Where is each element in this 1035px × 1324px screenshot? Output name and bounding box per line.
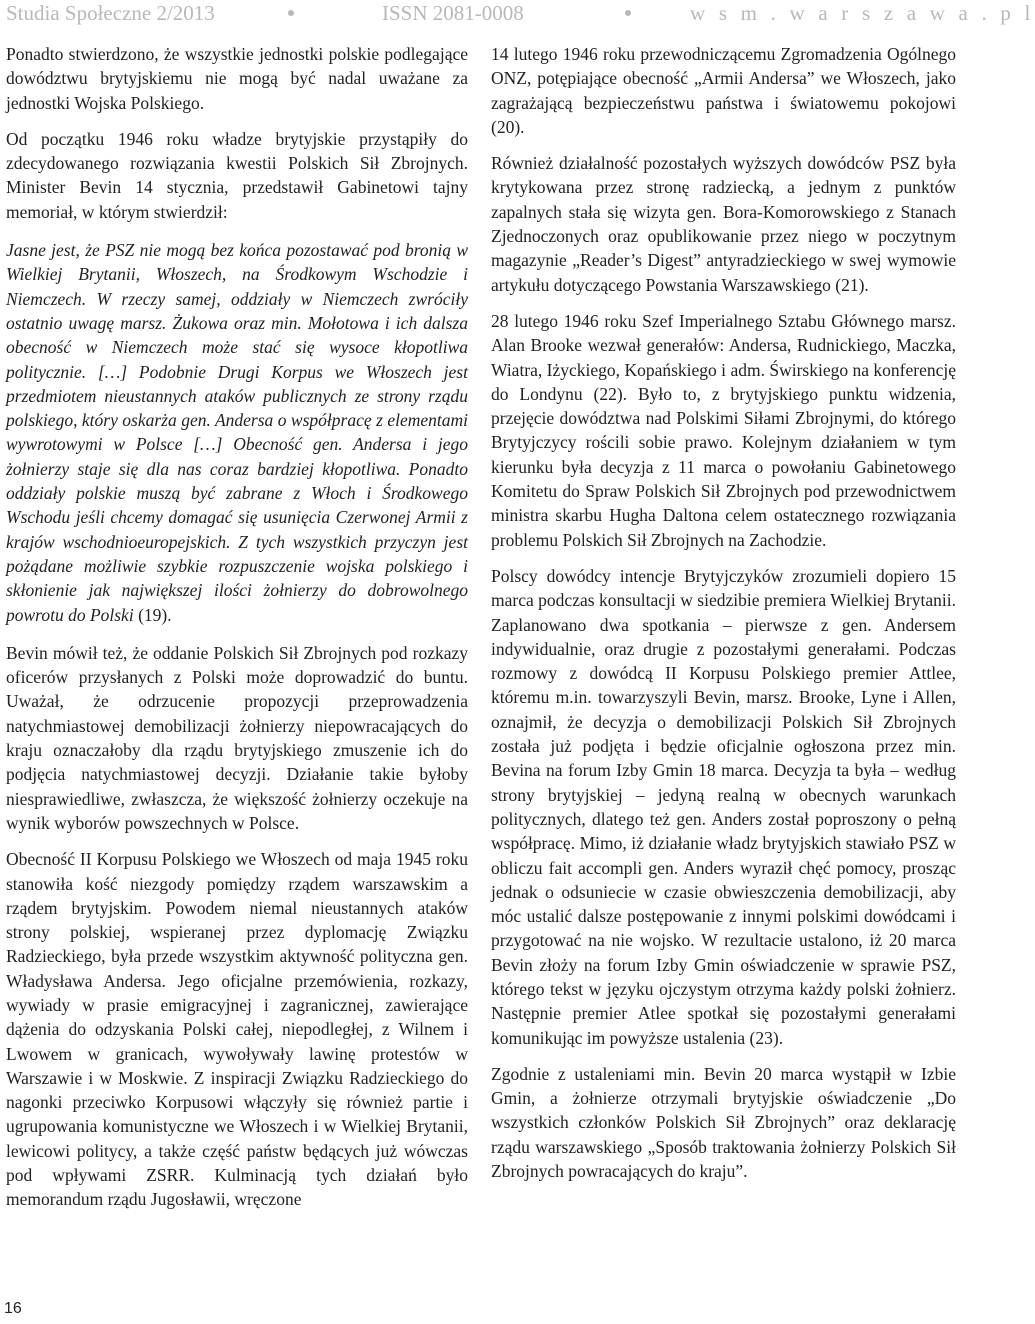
paragraph: Polscy dowódcy intencje Brytyjczyków zrozumieli dopiero 15 marca podczas konsultacji w siedzibie premiera Wielkiej Brytanii. Zaplanowano dwa spotkania – pierwsze z gen. Andersem indywidualnie, oraz drugie z pozostałymi generałami. Podczas rozmowy z dowódcą II Korpusu Polskiego premier Attlee, któremu m.in. towarzyszyli Bevin, marsz. Brooke, Lyne i Allen, oznajmił, że decyzja o demobilizacji Polskich Sił Zbrojnych została już podjęta i będzie oficjalnie ogłoszona przez min. Bevina na forum Izby Gmin 18 marca. Decyzja ta była – według strony brytyjskiej – jedyną realną w obecnych warunkach politycznych, dlatego też gen. Anders został poproszony o pełną współpracę. Mimo, iż działanie władz brytyjskich stawiało PSZ w obliczu fait accompli gen. Anders wyraził chęć pomocy, prosząc jednak o odsuniecie w czasie obwieszczenia demobilizacji, aby móc ustalić dalsze postępowanie z innymi polskimi dowódcami i przygotować na nie wojsko. W rezultacie ustalono, iż 20 marca Bevin złoży na forum Izby Gmin oświadczenie w sprawie PSZ, którego tekst w języku ojczystym otrzyma każdy polski żołnierz. Następnie premier Atlee spotkał się pozostałymi generałami komunikując im powyższe ustalenia (23). — [491, 565, 956, 1048]
page-number: 16 — [4, 1300, 22, 1317]
paragraph: Ponadto stwierdzono, że wszystkie jednostki polskie podlegające dowództwu brytyjskiemu nie mogą być nadal uważane za jednostki Wojska Polskiego. — [6, 44, 468, 113]
bullet-separator-icon — [288, 10, 294, 16]
paragraph: Zgodnie z ustaleniami min. Bevin 20 marca wystąpił w Izbie Gmin, a żołnierze otrzymali brytyjskie oświadczenie „Do wszystkich członków Polskich Sił Zbrojnych” oraz deklarację rządu warszawskiego „Sposób traktowania żołnierzy Polskich Sił Zbrojnych powracających do kraju”. — [491, 1063, 956, 1182]
paragraph: Od początku 1946 roku władze brytyjskie przystąpiły do zdecydowanego rozwiązania kwestii Polskich Sił Zbrojnych. Minister Bevin 14 stycznia, przedstawił Gabinetowi tajny memoriał, w którym stwierdził: — [6, 128, 468, 222]
block-quote — [6, 238, 468, 627]
bullet-separator-icon — [625, 10, 631, 16]
right-column — [491, 42, 956, 1195]
left-column — [6, 42, 468, 1224]
running-header — [0, 0, 1035, 30]
paragraph: Bevin mówił też, że oddanie Polskich Sił Zbrojnych pod rozkazy oficerów przysłanych z Polski może doprowadzić do buntu. Uważał, że odrzucenie propozycji przeprowadzenia natychmiastowej demobilizacji żołnierzy niepowracających do kraju oznaczałoby dla rządu brytyjskiego zmuszenie ich do podjęcia natychmiastowej decyzji. Działanie takie byłoby niesprawiedliwe, zwłaszcza, że większość żołnierzy oczekuje na wynik wyborów powszechnych w Polsce. — [6, 642, 468, 833]
issn-label: ISSN 2081-0008 — [382, 1, 524, 25]
paragraph: 28 lutego 1946 roku Szef Imperialnego Sztabu Głównego marsz. Alan Brooke wezwał generałów: Andersa, Rudnickiego, Maczka, Wiatra, Iżyckiego, Kopańskiego i adm. Świrskiego na konferencję do Londynu (22). Było to, z brytyjskiego punktu widzenia, przejęcie dowództwa nad Polskimi Siłami Zbrojnymi, do którego Brytyjczycy rościli sobie prawo. Kolejnym działaniem w tym kierunku była decyzja z 11 marca o powołaniu Gabinetowego Komitetu do Spraw Polskich Sił Zbrojnych pod przewodnictwem ministra skarbu Hugha Daltona celem ostatecznego rozwiązania problemu Polskich Sił Zbrojnych na Zachodzie. — [491, 310, 956, 550]
journal-title: Studia Społeczne 2/2013 — [6, 1, 215, 25]
quote-text: Jasne jest, że PSZ nie mogą bez końca pozostawać pod bronią w Wielkiej Brytanii, Włoszech, na Środkowym Wschodzie i Niemczech. W rzeczy samej, oddziały w Niemczech zwróciły ostatnio uwagę marsz. Żukowa oraz min. Mołotowa i ich dalsza obecność w Niemczech może stać się wysoce kłopotliwa politycznie. […] Podobnie Drugi Korpus we Włoszech jest przedmiotem nieustannych ataków publicznych ze strony rządu polskiego, który oskarża gen. Andersa o współpracę z elementami wywrotowymi w Polsce […] Obecność gen. Andersa i jego żołnierzy staje się dla nas coraz bardziej kłopotliwa. Ponadto oddziały polskie muszą być zabrane z Włoch i Środkowego Wschodu jeśli chcemy domagać się usunięcia Czerwonej Armii z krajów wschodnioeuropejskich. Z tych wszystkich przyczyn jest pożądane możliwie szybkie rozpuszczenie wojska polskiego i skłonienie jak największej ilości żołnierzy do dobrowolnego powrotu do Polski — [6, 240, 468, 625]
footnote-ref: (19). — [133, 604, 172, 625]
paragraph: 14 lutego 1946 roku przewodniczącemu Zgromadzenia Ogólnego ONZ, potępiające obecność „Armii Andersa” we Włoszech, jako zagrażającą bezpieczeństwu państwa i światowemu pokojowi (20). — [491, 44, 956, 137]
paragraph: Obecność II Korpusu Polskiego we Włoszech od maja 1945 roku stanowiła kość niezgody pomiędzy rządem warszawskim a rządem brytyjskim. Powodem niemal nieustannych ataków strony polskiej, wspieranej przez dyplomację Związku Radzieckiego, była przede wszystkim aktywność polityczna gen. Władysława Andersa. Jego oficjalne przemówienia, rozkazy, wywiady w prasie emigracyjnej i zagranicznej, zawierające dążenia do odzyskania Polski całej, niepodległej, z Wilnem i Lwowem w granicach, wywoływały lawinę protestów w Warszawie i w Moskwie. Z inspiracji Związku Radzieckiego do nagonki przeciwko Korpusowi włączyły się również partie i ugrupowania komunistyczne we Włoszech i w Wielkiej Brytanii, lewicowi politycy, a także część państw będących już wówczas pod wpływami ZSRR. Kulminacją tych działań było memorandum rządu Jugosławii, wręczone — [6, 849, 468, 1210]
website-url: w s m . w a r s z a w a . p l — [690, 1, 1035, 25]
paragraph: Również działalność pozostałych wyższych dowódców PSZ była krytykowana przez stronę radziecką, a jednym z punktów zapalnych stała się wizyta gen. Bora-Komorowskiego z Stanach Zjednoczonych oraz opublikowanie przez niego w poczytnym magazynie „Reader’s Digest” antyradzieckiego w swej wymowie artykułu dotyczącego Powstania Warszawskiego (21). — [491, 153, 956, 295]
